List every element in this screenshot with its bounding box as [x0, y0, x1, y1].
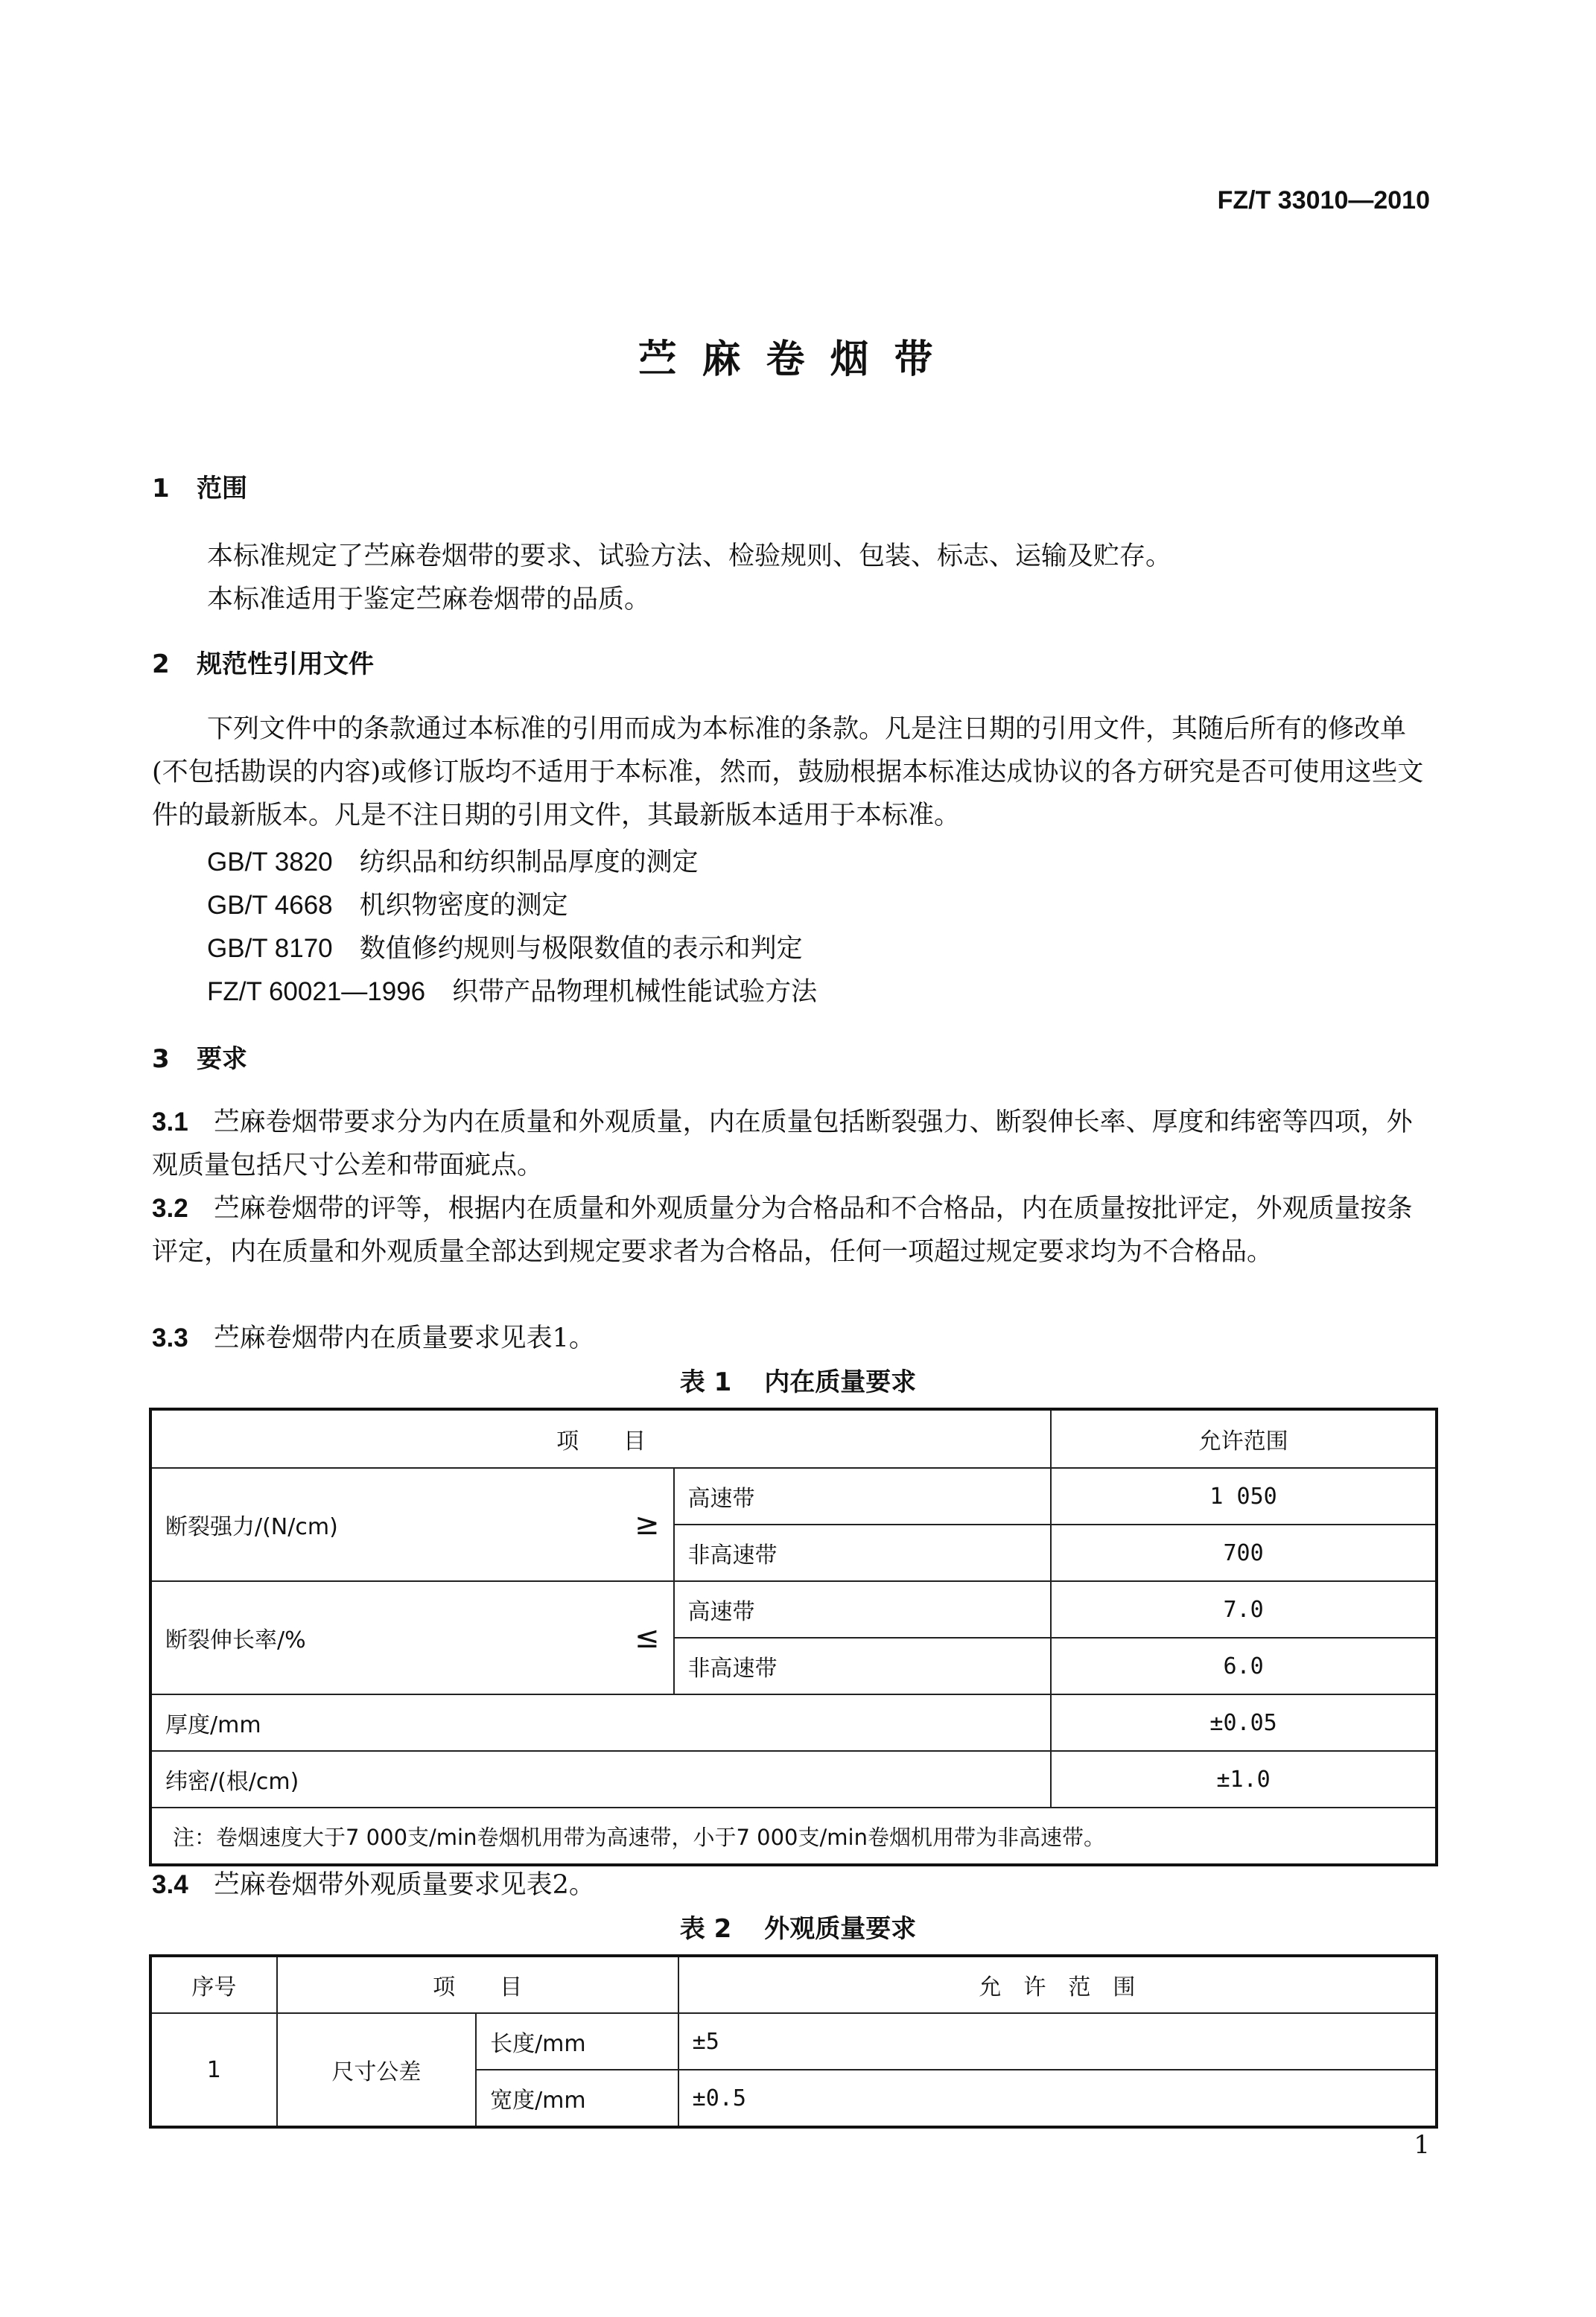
table-row	[150, 2013, 1437, 2070]
document-title: 苎麻卷烟带	[638, 337, 958, 382]
elongation-high-value: 7.0	[1051, 1581, 1437, 1638]
table-note-row	[150, 1808, 1437, 1865]
table-1-caption	[0, 1361, 1596, 1398]
standard-code: FZ/T 33010—2010	[1217, 186, 1430, 214]
table-header-row	[150, 1956, 1437, 2013]
elongation-low-value: 6.0	[1051, 1638, 1437, 1694]
section-title: 规范性引用文件	[197, 649, 374, 679]
reference-item	[207, 842, 699, 879]
section-1-paragraph-2: 本标准适用于鉴定苎麻卷烟带的品质。	[207, 585, 651, 614]
thickness-label: 厚度/mm	[150, 1694, 1051, 1751]
width-value: ±0.5	[678, 2070, 1437, 2127]
table-row	[150, 1751, 1437, 1808]
table-row	[150, 1468, 1437, 1525]
table-1-intrinsic-quality	[149, 1408, 1438, 1866]
reference-code: GB/T 3820	[207, 848, 333, 877]
clause-text: 苎麻卷烟带要求分为内在质量和外观质量，内在质量包括断裂强力、断裂伸长率、厚度和纬密等四项，外观质量包括尺寸公差和带面疵点。	[152, 1107, 1413, 1180]
clause-text: 苎麻卷烟带的评等，根据内在质量和外观质量分为合格品和不合格品，内在质量按批评定，外观质量按条评定，内在质量和外观质量全部达到规定要求者为合格品，任何一项超过规定要求均为不合格品。	[152, 1194, 1413, 1267]
elongation-label: 断裂伸长率/%	[165, 1627, 306, 1653]
reference-item	[207, 885, 568, 922]
header-range: 允 许 范 围	[678, 1956, 1437, 2013]
strength-low-label: 非高速带	[674, 1525, 1052, 1581]
header-item: 项 目	[150, 1409, 1051, 1468]
less-equal-symbol: ≤	[634, 1621, 660, 1655]
reference-title: 纺织品和纺织制品厚度的测定	[359, 848, 699, 877]
width-label: 宽度/mm	[476, 2070, 678, 2127]
section-3-heading	[152, 1038, 247, 1075]
clause-text: 苎麻卷烟带外观质量要求见表2。	[213, 1870, 595, 1900]
section-number: 3	[152, 1044, 170, 1074]
table-caption-title: 内在质量要求	[764, 1367, 917, 1397]
table-row	[150, 1581, 1437, 1638]
greater-equal-symbol: ≥	[634, 1507, 660, 1542]
table-note: 注：卷烟速度大于7 000支/min卷烟机用带为高速带，小于7 000支/min卷烟机用带为非高速带。	[150, 1808, 1437, 1865]
section-number: 2	[152, 649, 170, 679]
section-2-intro: 下列文件中的条款通过本标准的引用而成为本标准的条款。凡是注日期的引用文件，其随后所有的修改单(不包括勘误的内容)或修订版均不适用于本标准，然而，鼓励根据本标准达成协议的各方研究是否可使用这些文件的最新版本。凡是不注日期的引用文件，其最新版本适用于本标准。	[152, 714, 1424, 830]
dimension-tolerance-label: 尺寸公差	[277, 2013, 476, 2127]
section-1-heading	[152, 468, 247, 504]
weft-density-value: ±1.0	[1051, 1751, 1437, 1808]
strength-high-label: 高速带	[674, 1468, 1052, 1525]
table-2-caption	[0, 1908, 1596, 1945]
clause-3-2	[152, 1187, 1436, 1274]
strength-label-cell	[150, 1468, 674, 1581]
reference-title: 数值修约规则与极限数值的表示和判定	[359, 934, 803, 964]
elongation-low-label: 非高速带	[674, 1638, 1052, 1694]
clause-number: 3.4	[152, 1870, 188, 1899]
clause-text: 苎麻卷烟带内在质量要求见表1。	[213, 1323, 595, 1353]
length-value: ±5	[678, 2013, 1437, 2070]
row-number: 1	[150, 2013, 277, 2127]
section-number: 1	[152, 474, 170, 503]
length-label: 长度/mm	[476, 2013, 678, 2070]
table-caption-title: 外观质量要求	[764, 1914, 917, 1944]
reference-item	[207, 971, 817, 1008]
table-caption-label: 表 1	[679, 1367, 732, 1397]
table-caption-label: 表 2	[679, 1914, 732, 1944]
elongation-label-cell	[150, 1581, 674, 1694]
header-range: 允许范围	[1051, 1409, 1437, 1468]
reference-code: GB/T 8170	[207, 934, 333, 963]
header-item: 项 目	[277, 1956, 678, 2013]
table-2-appearance-quality	[149, 1954, 1438, 2129]
section-title: 范围	[197, 474, 247, 503]
reference-code: FZ/T 60021—1996	[207, 977, 426, 1006]
weft-density-label: 纬密/(根/cm)	[150, 1751, 1051, 1808]
strength-high-value: 1 050	[1051, 1468, 1437, 1525]
table-header-row	[150, 1409, 1437, 1468]
clause-3-4	[152, 1863, 1436, 1907]
clause-number: 3.1	[152, 1107, 188, 1137]
strength-low-value: 700	[1051, 1525, 1437, 1581]
thickness-value: ±0.05	[1051, 1694, 1437, 1751]
reference-title: 织带产品物理机械性能试验方法	[452, 977, 818, 1007]
section-2-heading	[152, 643, 374, 680]
clause-3-1	[152, 1101, 1436, 1187]
clause-number: 3.3	[152, 1323, 188, 1353]
section-title: 要求	[197, 1044, 247, 1074]
table-row	[150, 1694, 1437, 1751]
elongation-high-label: 高速带	[674, 1581, 1052, 1638]
strength-label: 断裂强力/(N/cm)	[165, 1514, 338, 1540]
page-number: 1	[1414, 2130, 1430, 2160]
clause-3-3	[152, 1317, 1436, 1360]
clause-number: 3.2	[152, 1194, 188, 1223]
reference-item	[207, 928, 803, 965]
reference-code: GB/T 4668	[207, 891, 333, 920]
header-no: 序号	[150, 1956, 277, 2013]
section-1-paragraph-1: 本标准规定了苎麻卷烟带的要求、试验方法、检验规则、包装、标志、运输及贮存。	[207, 541, 1172, 571]
reference-title: 机织物密度的测定	[359, 891, 568, 921]
